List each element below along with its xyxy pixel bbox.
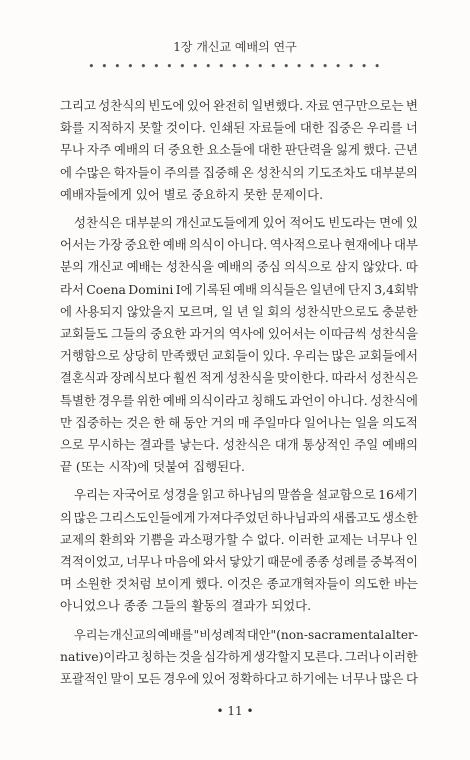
text-line: 에 사용되지 않았을지 모르며, 일 년 일 회의 성찬식만으로도 충분한 — [60, 303, 418, 319]
text-line: 의 많은 그리스도인들에게 가져다주었던 하나님과의 새롭고도 생소한 — [60, 509, 418, 525]
text-line: 으로 무시하는 결과를 낳는다. 성찬식은 대개 통상적인 주일 예배의 — [60, 437, 418, 453]
text-line: 에 수많은 학자들이 주의를 집중해 온 성찬식의 기도조차도 대부분의 — [60, 164, 418, 180]
text-line: 거행함으로 상당히 만족했던 교회들이 있다. 우리는 많은 교회들에서 — [60, 348, 418, 364]
text-line: 교제의 환희와 기쁨을 과소평가할 수 없다. 이러한 교제는 너무나 인 — [60, 531, 418, 547]
text-line: 그리고 성찬식의 빈도에 있어 완전히 일변했다. 자료 연구만으로는 변 — [60, 98, 418, 113]
text-line: 교회들도 그들의 중요한 과거의 역사에 있어서는 이따금씩 성찬식을 — [60, 326, 418, 342]
text-line: 끝 (또는 시작)에 덧붙여 집행된다. — [60, 459, 245, 475]
running-head: 1장 개신교 예배의 연구 — [173, 40, 297, 54]
text-line: native)이라고 칭하는 것을 심각하게 생각할지 모른다. 그러나 이러한 — [60, 648, 418, 664]
text-line: 특별한 경우를 위한 예배 의식이라고 칭해도 과언이 아니다. 성찬식에 — [60, 392, 418, 408]
text-line: 결혼식과 장례식보다 훨씬 적게 성찬식을 맞이한다. 따라서 성찬식은 — [60, 370, 418, 386]
paragraph — [60, 212, 418, 478]
paragraph — [60, 624, 418, 691]
paragraph — [60, 95, 418, 206]
text-line: 무나 자주 예배의 더 중요한 요소들에 대한 판단력을 잃게 했다. 근년 — [60, 142, 418, 158]
header-ornament: • • • • • • • • • • • • • • • • • • • • • • • — [88, 60, 382, 73]
text-line: 분의 개신교 예배는 성찬식을 예배의 중심 의식으로 삼지 않았다. 따 — [60, 259, 418, 275]
text-line: 우리는 자국어로 성경을 읽고 하나님의 말씀을 설교함으로 16세기 — [74, 487, 418, 503]
body-text — [60, 95, 418, 690]
text-line: 만 집중하는 것은 한 해 동안 거의 매 주일마다 일어나는 일을 의도적 — [60, 414, 418, 430]
paragraph — [60, 484, 418, 617]
text-line: 포괄적인 말이 모든 경우에 있어 정확하다고 하기에는 너무나 많은 다 — [60, 671, 418, 687]
text-line: 어서는 가장 중요한 예배 의식이 아니다. 역사적으로나 현재에나 대부 — [60, 237, 418, 253]
text-line: 아니었으나 종종 그들의 활동의 결과가 되었다. — [60, 598, 312, 614]
text-line: 화를 지적하지 못할 것이다. 인쇄된 자료들에 대한 집중은 우리를 너 — [60, 120, 418, 136]
text-line: 며 소원한 것처럼 보이게 했다. 이것은 종교개혁자들이 의도한 바는 — [60, 576, 418, 592]
text-line: 성찬식은 대부분의 개신교도들에게 있어 적어도 빈도라는 면에 있 — [74, 215, 418, 231]
page-number: • 11 • — [216, 704, 254, 718]
text-line: 격적이었고, 너무나 마음에 와서 닿았기 때문에 종종 성례를 중복적이 — [60, 554, 418, 570]
text-line: 라서 Coena Domini I에 기록된 예배 의식들은 일년에 단지 3,4회밖 — [60, 281, 418, 297]
text-line: 우리는 개신교의 예배를 "비성례적 대안"(non-sacramental alter- — [74, 627, 418, 642]
text-line: 예배자들에게 있어 별로 중요하지 못한 문제이다. — [60, 186, 324, 202]
